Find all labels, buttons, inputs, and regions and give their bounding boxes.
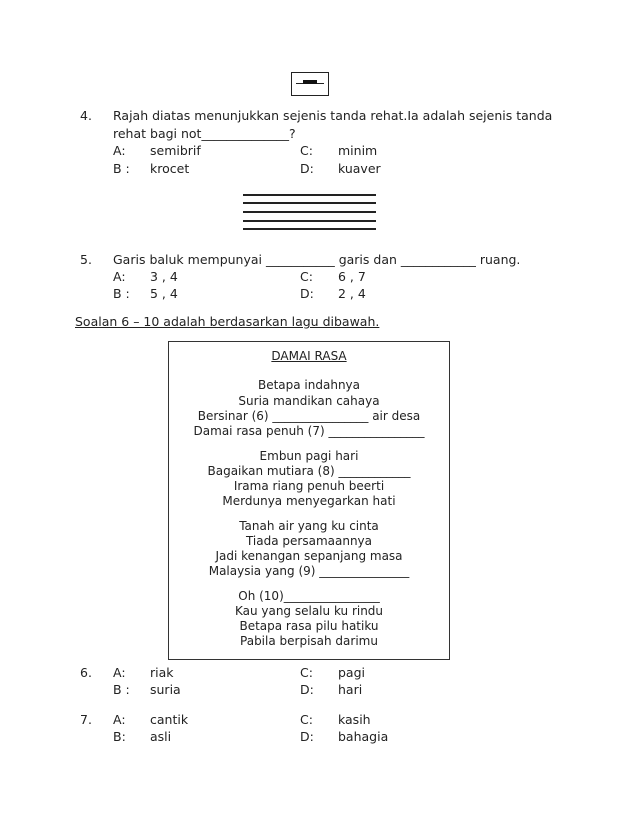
song-line: Oh (10)________________ [238,589,380,603]
song-title: DAMAI RASA [271,349,347,363]
q4-text-line2: rehat bagi not______________? [113,126,296,141]
q4-option-a-letter: A: [113,143,126,158]
staff-line [243,202,376,204]
q4-option-b-text: krocet [150,161,190,176]
song-line: Jadi kenangan sepanjang masa [215,549,403,563]
section-heading: Soalan 6 – 10 adalah berdasarkan lagu dibawah. [75,314,380,329]
song-box [168,341,450,660]
song-line: Bagaikan mutiara (8) ____________ [207,464,411,478]
q6-option-b-letter: B : [113,682,130,697]
q4-option-b-letter: B : [113,161,130,176]
song-line: Bersinar (6) ________________ air desa [197,409,421,423]
q7-option-a-letter: A: [113,712,126,727]
song-line: Kau yang selalu ku rindu [234,604,384,618]
staff-line [243,228,376,230]
q6-option-b-text: suria [150,682,181,697]
q4-option-d-letter: D: [300,161,314,176]
q6-number: 6. [80,665,92,680]
q5-option-a-letter: A: [113,269,126,284]
q7-option-d-letter: D: [300,729,314,744]
q4-option-c-letter: C: [300,143,313,158]
q4-option-d-text: kuaver [338,161,381,176]
song-line: Irama riang penuh beerti [233,479,385,493]
song-line: Malaysia yang (9) _______________ [208,564,410,578]
q7-option-d-text: bahagia [338,729,389,744]
staff-figure [243,194,376,230]
q7-option-c-text: kasih [338,712,371,727]
q7-number: 7. [80,712,92,727]
q6-option-a-letter: A: [113,665,126,680]
staff-line [243,211,376,213]
staff-line [243,194,376,196]
q7-option-b-text: asli [150,729,172,744]
staff-line [243,220,376,222]
q5-option-a-text: 3 , 4 [150,269,178,284]
q5-option-d-letter: D: [300,286,314,301]
q5-option-d-text: 2 , 4 [338,286,366,301]
song-line: Pabila berpisah darimu [240,634,378,648]
song-line: Embun pagi hari [259,449,359,463]
rest-symbol-figure [291,72,329,96]
q4-option-c-text: minim [338,143,378,158]
song-line: Damai rasa penuh (7) ________________ [193,424,425,438]
q6-option-c-letter: C: [300,665,313,680]
q4-option-a-text: semibrif [150,143,201,158]
q7-option-a-text: cantik [150,712,189,727]
q6-option-d-letter: D: [300,682,314,697]
q6-option-d-text: hari [338,682,363,697]
q5-option-b-text: 5 , 4 [150,286,178,301]
song-line: Suria mandikan cahaya [238,394,380,408]
q4-text-line1: Rajah diatas menunjukkan sejenis tanda rehat.Ia adalah sejenis tanda [113,108,553,123]
song-line: Betapa rasa pilu hatiku [239,619,379,633]
q7-option-c-letter: C: [300,712,313,727]
song-line: Betapa indahnya [257,378,361,392]
q5-option-c-letter: C: [300,269,313,284]
q4-number: 4. [80,108,92,123]
q5-text: Garis baluk mempunyai ___________ garis dan ____________ ruang. [113,252,521,267]
q5-number: 5. [80,252,92,267]
rest-mark [303,80,317,84]
q6-option-c-text: pagi [338,665,366,680]
q7-option-b-letter: B: [113,729,126,744]
song-line: Tiada persamaannya [245,534,373,548]
q5-option-c-text: 6 , 7 [338,269,366,284]
q6-option-a-text: riak [150,665,174,680]
song-line: Merdunya menyegarkan hati [222,494,396,508]
song-line: Tanah air yang ku cinta [239,519,379,533]
q5-option-b-letter: B : [113,286,130,301]
